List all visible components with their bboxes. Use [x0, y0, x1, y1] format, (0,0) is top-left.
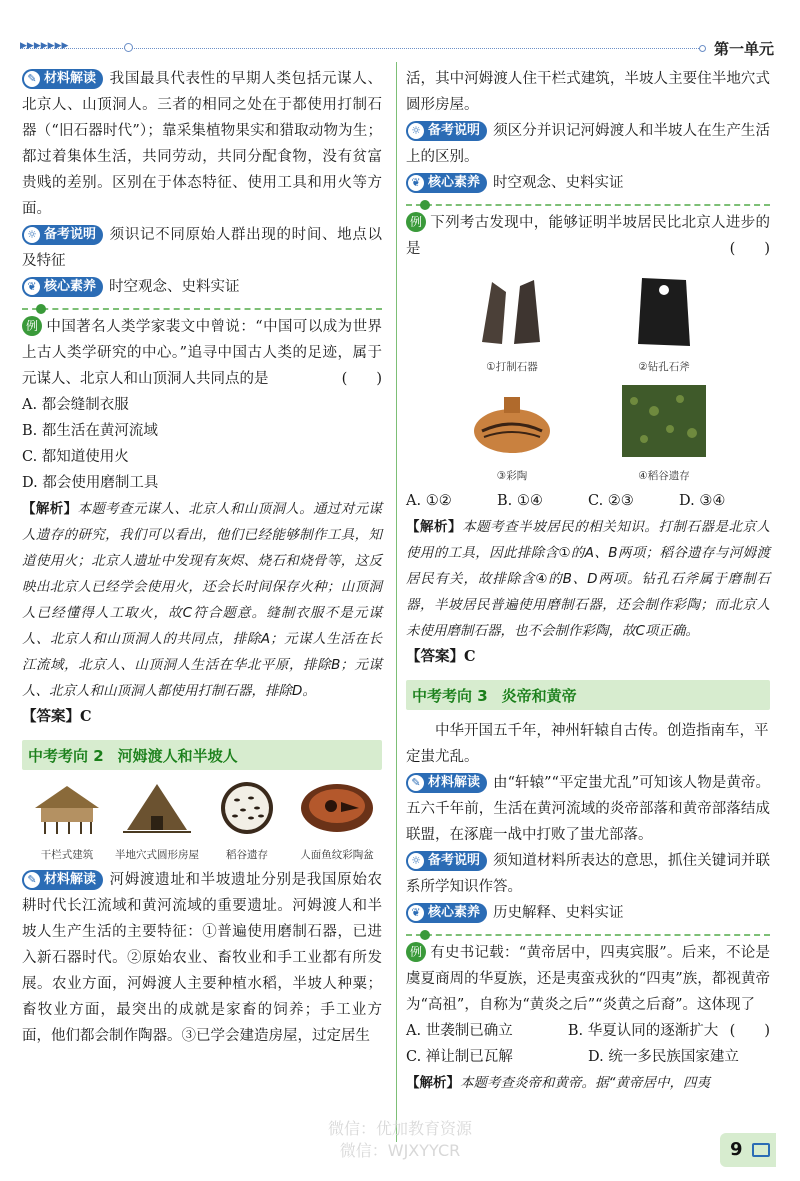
leaf-icon: ❦: [408, 175, 424, 191]
answer: 【答案】C: [406, 648, 476, 665]
continued-text: 活，其中河姆渡人住干栏式建筑，半坡人主要住半地穴式圆形房屋。: [406, 71, 770, 113]
artifact-chipped-stone: ①打制石器: [436, 272, 588, 375]
artifact-rice-remains: ④稻谷遗存: [588, 381, 740, 484]
right-column: [406, 66, 770, 1096]
option: B. 华夏认同的逐渐扩大: [567, 1023, 719, 1039]
poem: 中华开国五千年，神州轩辕自古传。创造指南车，平定蚩尤乱。: [406, 723, 769, 765]
painted-pottery-image: [462, 381, 562, 461]
pencil-icon: ✎: [408, 775, 424, 791]
artifact-drilled-axe: ②钻孔石斧: [588, 272, 740, 375]
material-reading: ✎ 材料解读 我国最具代表性的早期人类包括元谋人、北京人、山顶洞人。三者的相同之处在于都使用打制石器（“旧石器时代”）；靠采集植物果实和猎取动物为生；都过着集体生活，共同劳动，共同分配食物，没有贫富贵贱的差别。区别在于体态特征、使用工具和用火等方面。: [22, 71, 382, 217]
column-divider: [396, 62, 397, 1142]
section-heading-2: 中考考向 2 河姆渡人和半坡人: [22, 740, 382, 770]
option: A. ①②: [406, 493, 452, 509]
exam-note-3: ☼ 备考说明 须知道材料所表达的意思，抓住关键词并联系所学知识作答。: [406, 853, 770, 895]
analysis: 【解析】本题考查半坡居民的相关知识。打制石器是北京人使用的工具，因此排除含①的A、B两项；稻谷遗存与河姆渡居民有关，故排除含④的B、D两项。钻孔石斧属于磨制石器，半坡居民普遍使用磨制石器，还会制作彩陶；而北京人未使用磨制石器，也不会制作彩陶，故C项正确。: [406, 519, 771, 639]
tag-exam-note: ☼ 备考说明: [406, 121, 487, 141]
question-stem: 例 下列考古发现中，能够证明半坡居民比北京人进步的是 ( ): [406, 210, 770, 262]
analysis: 【解析】本题考查炎帝和黄帝。据“黄帝居中，四夷: [406, 1075, 710, 1091]
watermark: 微信：优加教育资源 微信：WJXYYCR: [327, 1119, 472, 1160]
example-badge: 例: [406, 212, 426, 232]
question-stem: 例 中国著名人类学家裴文中曾说：“中国可以成为世界上古人类学研究的中心。”追寻中国古人类的足迹，属于元谋人、北京人和山顶洞人共同点的是 ( ): [22, 314, 382, 392]
header-circle-icon: [124, 43, 133, 52]
answer: 【答案】C: [22, 708, 92, 725]
leaf-icon: ❦: [24, 279, 40, 295]
options-row: [406, 1044, 770, 1070]
option: A. 世袭制已确立: [406, 1023, 513, 1039]
illustration-pit-house: 半地穴式圆形房屋: [112, 778, 202, 863]
options-row: [406, 1018, 730, 1044]
illustration-pottery-basin: 人面鱼纹彩陶盆: [292, 778, 382, 863]
option: D. ③④: [679, 493, 726, 509]
lightbulb-icon: ☼: [408, 123, 424, 139]
options-row: [406, 488, 770, 514]
tag-material: ✎ 材料解读: [22, 69, 103, 89]
tag-exam-note: ☼ 备考说明: [22, 225, 103, 245]
option: C. ②③: [588, 493, 634, 509]
example-question-3: [406, 934, 770, 1096]
leaf-icon: ❦: [408, 905, 424, 921]
illustration-stilt-house: 干栏式建筑: [22, 778, 112, 863]
pencil-icon: ✎: [24, 872, 40, 888]
option: C. 禅让制已瓦解: [406, 1049, 513, 1065]
pottery-basin-image: [297, 778, 377, 838]
example-badge: 例: [406, 942, 426, 962]
option: D. 都会使用磨制工具: [22, 475, 159, 491]
page-number: 9: [720, 1133, 776, 1167]
exam-note-2: ☼ 备考说明 须区分并识记河姆渡人和半坡人在生产生活上的区别。: [406, 123, 770, 165]
page-header: [0, 0, 800, 64]
material-reading-3: ✎ 材料解读 由“轩辕”“平定蚩尤乱”可知该人物是黄帝。五六千年前，生活在黄河流域的炎帝部落和黄帝部落结成联盟，在涿鹿一战中打败了蚩尤部落。: [406, 775, 770, 843]
header-circle-icon: [699, 45, 706, 52]
stilt-house-image: [27, 778, 107, 838]
question-stem: 例 有史书记载：“黄帝居中，四夷宾服”。后来，不论是虞夏商周的华夏族，还是夷蛮戎狄的“四夷”族，都视黄帝为“高祖”，自称为“黄炎之后”“炎黄之后裔”。这体现了 ( ): [406, 940, 770, 1018]
illustration-rice: 稻谷遗存: [202, 778, 292, 863]
material-reading-2: ✎ 材料解读 河姆渡遗址和半坡遗址分别是我国原始农耕时代长江流域和黄河流域的重要遗址。河姆渡人和半坡人生产生活的主要特征：①普遍使用磨制石器，已进入新石器时代。②原始农业、畜牧业和手工业都有所发展。农业方面，河姆渡人主要种植水稻，半坡人种粟；畜牧业方面，最突出的成就是家畜的饲养；手工业方面，他们都会制作陶器。③已学会建造房屋，过定居生: [22, 872, 382, 1044]
unit-title: 第一单元: [714, 40, 775, 58]
core-literacy: ❦ 核心素养 时空观念、史料实证: [22, 274, 382, 300]
example-question-2: [406, 204, 770, 670]
artifact-grid: [436, 272, 740, 484]
exam-note: ☼ 备考说明 须识记不同原始人群出现的时间、地点以及特征: [22, 227, 382, 269]
illustration-row: [22, 778, 382, 863]
header-arrows-icon: ▶▶▶▶▶▶▶: [20, 41, 69, 51]
option: C. 都知道使用火: [22, 449, 129, 465]
section-heading-3: 中考考向 3 炎帝和黄帝: [406, 680, 770, 710]
book-icon: [752, 1143, 770, 1157]
option: B. 都生活在黄河流域: [22, 423, 158, 439]
artifact-painted-pottery: ③彩陶: [436, 381, 588, 484]
core-literacy-3: ❦ 核心素养 历史解释、史料实证: [406, 900, 770, 926]
option: A. 都会缝制衣服: [22, 397, 129, 413]
example-question: [22, 308, 382, 730]
marker-dot-icon: [420, 930, 430, 940]
tag-material: ✎ 材料解读: [22, 870, 103, 890]
lightbulb-icon: ☼: [24, 227, 40, 243]
drilled-axe-image: [614, 272, 714, 352]
option: D. 统一多民族国家建立: [588, 1049, 739, 1065]
marker-dot-icon: [420, 200, 430, 210]
core-literacy-2: ❦ 核心素养 时空观念、史料实证: [406, 170, 770, 196]
left-column: [22, 66, 382, 1049]
option: B. ①④: [497, 493, 543, 509]
tag-core: ❦ 核心素养: [22, 277, 103, 297]
example-badge: 例: [22, 316, 42, 336]
lightbulb-icon: ☼: [408, 853, 424, 869]
tag-core: ❦ 核心素养: [406, 173, 487, 193]
marker-dot-icon: [36, 304, 46, 314]
header-rule: [20, 48, 705, 49]
tag-core: ❦ 核心素养: [406, 903, 487, 923]
chipped-stone-image: [462, 272, 562, 352]
analysis: 【解析】本题考查元谋人、北京人和山顶洞人。通过对元谋人遗存的研究，我们可以看出，他们已经能够制作工具，知道使用火；北京人遗址中发现有灰烬、烧石和烧骨等，这反映出北京人已经学会使用火，还会长时间保存火种；山顶洞人已经懂得人工取火，故C符合题意。缝制衣服不是元谋人、北京人和山顶洞人的共同点，排除A；元谋人生活在长江流域，北京人、山顶洞人生活在华北平原，排除B；元谋人、北京人和山顶洞人都使用打制石器，排除D。: [22, 501, 383, 699]
tag-material: ✎ 材料解读: [406, 773, 487, 793]
rice-grains-image: [207, 778, 287, 838]
rice-remains-image: [614, 381, 714, 461]
pit-house-image: [117, 778, 197, 838]
pencil-icon: ✎: [24, 71, 40, 87]
tag-exam-note: ☼ 备考说明: [406, 851, 487, 871]
